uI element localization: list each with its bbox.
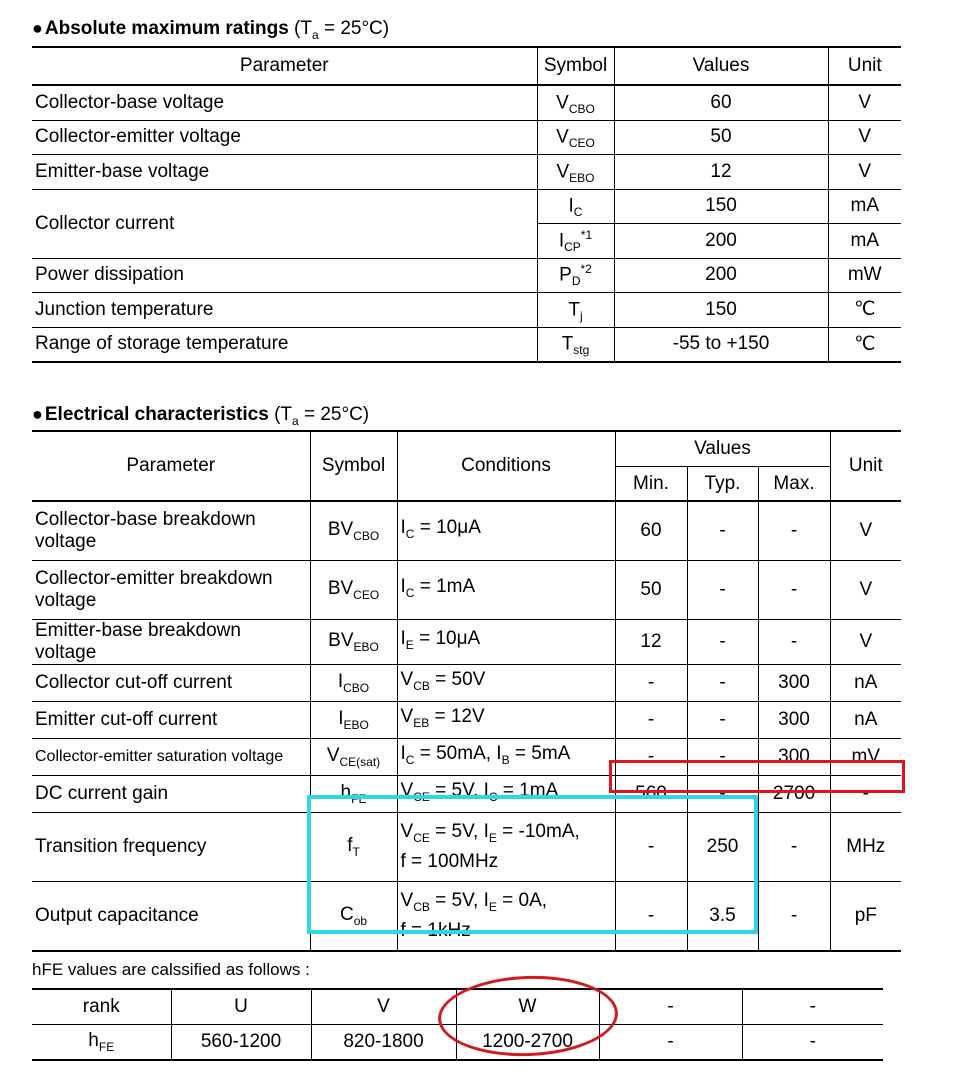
elec-max: 300 <box>758 665 830 702</box>
elec-condition: $V_{CB} = 50V$ <box>397 665 615 702</box>
elec-min: - <box>615 813 687 882</box>
hfe-range-cell: - <box>742 1025 883 1061</box>
abs-section-title <box>32 18 389 42</box>
abs-unit: ℃ <box>828 293 901 328</box>
elec-typ: - <box>687 739 758 776</box>
abs-value: 200 <box>614 224 828 259</box>
elec-param: Output capacitance <box>32 882 310 952</box>
abs-symbol: $T_j$ <box>537 293 614 328</box>
elec-condition: $I_C = 10\mu A$ <box>397 501 615 561</box>
abs-symbol: $V_{CEO}$ <box>537 120 614 155</box>
elec-unit: MHz <box>830 813 901 882</box>
elec-symbol: $BV_{CBO}$ <box>310 501 397 561</box>
rank-cell: - <box>599 989 742 1025</box>
elec-condition: $I_E = 10\mu A$ <box>397 620 615 665</box>
elec-typ: - <box>687 620 758 665</box>
abs-unit: mA <box>828 189 901 224</box>
elec-unit: V <box>830 620 901 665</box>
abs-symbol: $P_D^{*2}$ <box>537 258 614 293</box>
abs-row <box>32 155 901 190</box>
abs-unit: mW <box>828 258 901 293</box>
elec-param: Emitter cut-off current <box>32 702 310 739</box>
elec-param: Transition frequency <box>32 813 310 882</box>
header-max: Max. <box>758 467 830 502</box>
elec-symbol: $BV_{CEO}$ <box>310 561 397 620</box>
abs-value: 60 <box>614 85 828 120</box>
abs-symbol: $I_{CP}^{*1}$ <box>537 224 614 259</box>
elec-symbol: $I_{EBO}$ <box>310 702 397 739</box>
bullet-icon: ● <box>32 18 43 38</box>
header-symbol: Symbol <box>537 47 614 85</box>
elec-symbol: $I_{CBO}$ <box>310 665 397 702</box>
abs-symbol: $V_{EBO}$ <box>537 155 614 190</box>
abs-unit: mA <box>828 224 901 259</box>
abs-param: Junction temperature <box>32 293 537 328</box>
hfe-range-cell: 560-1200 <box>171 1025 311 1061</box>
elec-min: 60 <box>615 501 687 561</box>
rank-cell: W <box>456 989 599 1025</box>
hfe-label: $h_{FE}$ <box>32 1025 171 1061</box>
elec-symbol: $V_{CE(sat)}$ <box>310 739 397 776</box>
elec-symbol: $h_{FE}$ <box>310 776 397 813</box>
elec-condition: $V_{CE} = 5V$, $I_C = 1mA$ <box>397 776 615 813</box>
abs-param: Emitter-base voltage <box>32 155 537 190</box>
elec-symbol: $C_{ob}$ <box>310 882 397 952</box>
elec-unit: nA <box>830 665 901 702</box>
abs-value: 150 <box>614 293 828 328</box>
abs-symbol: $T_{stg}$ <box>537 327 614 362</box>
header-values: Values <box>614 47 828 85</box>
abs-unit: V <box>828 155 901 190</box>
elec-max: 300 <box>758 739 830 776</box>
abs-symbol: $V_{CBO}$ <box>537 85 614 120</box>
elec-param: DC current gain <box>32 776 310 813</box>
abs-row <box>32 189 901 224</box>
elec-unit: V <box>830 561 901 620</box>
abs-param: Collector current <box>32 189 537 258</box>
elec-symbol: $BV_{EBO}$ <box>310 620 397 665</box>
abs-row <box>32 258 901 293</box>
elec-max: 300 <box>758 702 830 739</box>
elec-param: Collector cut-off current <box>32 665 310 702</box>
abs-value: 150 <box>614 189 828 224</box>
abs-row <box>32 293 901 328</box>
elec-max: - <box>758 882 830 952</box>
elec-param: Emitter-base breakdown voltage <box>32 620 310 665</box>
abs-row <box>32 120 901 155</box>
elec-symbol: $f_T$ <box>310 813 397 882</box>
header-unit: Unit <box>830 431 901 501</box>
elec-typ: 250 <box>687 813 758 882</box>
abs-condition: $(T_a = 25^\circ C)$ <box>294 18 390 42</box>
elec-min: - <box>615 702 687 739</box>
elec-typ: - <box>687 702 758 739</box>
elec-condition: $(T_a = 25^\circ C)$ <box>274 404 370 428</box>
rank-cell: U <box>171 989 311 1025</box>
abs-unit: V <box>828 85 901 120</box>
elec-section-title <box>32 404 369 428</box>
header-parameter: Parameter <box>32 47 537 85</box>
elec-typ: - <box>687 561 758 620</box>
elec-title: Electrical characteristics <box>44 404 269 425</box>
elec-max: - <box>758 501 830 561</box>
elec-min: 560 <box>615 776 687 813</box>
abs-title: Absolute maximum ratings <box>44 18 289 39</box>
abs-param: Power dissipation <box>32 258 537 293</box>
elec-row <box>32 620 901 665</box>
rank-cell: - <box>742 989 883 1025</box>
elec-max: - <box>758 561 830 620</box>
header-unit: Unit <box>828 47 901 85</box>
elec-condition: $V_{EB} = 12V$ <box>397 702 615 739</box>
header-parameter: Parameter <box>126 455 216 476</box>
dc-gain-highlight-box <box>609 760 905 793</box>
elec-unit: mV <box>830 739 901 776</box>
header-values: Values <box>615 431 830 467</box>
abs-max-table <box>32 46 901 363</box>
elec-typ: - <box>687 501 758 561</box>
abs-param: Collector-emitter voltage <box>32 120 537 155</box>
abs-unit: ℃ <box>828 327 901 362</box>
hfe-range-cell: - <box>599 1025 742 1061</box>
hfe-range-cell: 1200-2700 <box>456 1025 599 1061</box>
hfe-note: hFE values are calssified as follows : <box>32 960 310 979</box>
elec-condition: $V_{CE} = 5V$, $I_E = -10mA$, f = 100MHz <box>397 813 615 882</box>
elec-row <box>32 561 901 620</box>
elec-min: - <box>615 665 687 702</box>
header-conditions: Conditions <box>397 431 615 501</box>
elec-row <box>32 501 901 561</box>
header-min: Min. <box>615 467 687 502</box>
elec-max: - <box>758 620 830 665</box>
elec-typ: - <box>687 776 758 813</box>
elec-min: - <box>615 739 687 776</box>
elec-condition: $I_C = 50mA$, $I_B = 5mA$ <box>397 739 615 776</box>
elec-unit: nA <box>830 702 901 739</box>
elec-unit: - <box>830 776 901 813</box>
elec-row <box>32 702 901 739</box>
abs-param: Collector-base voltage <box>32 85 537 120</box>
elec-min: 50 <box>615 561 687 620</box>
abs-row <box>32 85 901 120</box>
abs-value: 50 <box>614 120 828 155</box>
header-typ: Typ. <box>687 467 758 502</box>
abs-unit: V <box>828 120 901 155</box>
abs-symbol: $I_C$ <box>537 189 614 224</box>
abs-value: 12 <box>614 155 828 190</box>
rank-cell: V <box>311 989 456 1025</box>
elec-max: 2700 <box>758 776 830 813</box>
abs-value: -55 to +150 <box>614 327 828 362</box>
elec-param: Collector-emitter saturation voltage <box>32 739 310 776</box>
bullet-icon: ● <box>32 404 43 424</box>
rank-label: rank <box>32 989 171 1025</box>
abs-row <box>32 327 901 362</box>
elec-max: - <box>758 813 830 882</box>
elec-unit: pF <box>830 882 901 952</box>
elec-condition: $I_C = 1mA$ <box>397 561 615 620</box>
elec-min: - <box>615 882 687 952</box>
elec-row <box>32 665 901 702</box>
elec-param: Collector-base breakdown voltage <box>32 501 310 561</box>
elec-param: Collector-emitter breakdown voltage <box>32 561 310 620</box>
elec-typ: 3.5 <box>687 882 758 952</box>
elec-condition: $V_{CB} = 5V$, $I_E = 0A$, f = 1kHz <box>397 882 615 952</box>
elec-unit: V <box>830 501 901 561</box>
elec-typ: - <box>687 665 758 702</box>
hfe-range-cell: 820-1800 <box>311 1025 456 1061</box>
abs-value: 200 <box>614 258 828 293</box>
header-symbol: Symbol <box>310 431 397 501</box>
frequency-capacitance-highlight-box <box>307 795 758 934</box>
elec-min: 12 <box>615 620 687 665</box>
abs-param: Range of storage temperature <box>32 327 537 362</box>
